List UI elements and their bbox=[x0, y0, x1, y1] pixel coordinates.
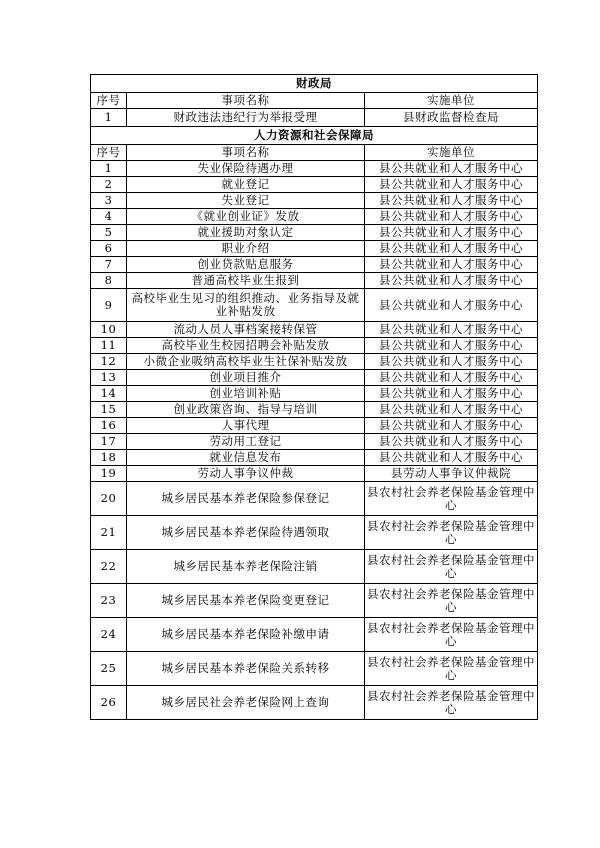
row-number: 19 bbox=[91, 466, 127, 482]
item-name: 城乡居民社会养老保险网上查询 bbox=[127, 686, 365, 720]
item-name: 城乡居民基本养老保险关系转移 bbox=[127, 652, 365, 686]
table-row bbox=[91, 354, 538, 370]
table-row bbox=[91, 193, 538, 209]
table-row bbox=[91, 418, 538, 434]
row-number: 2 bbox=[91, 177, 127, 193]
item-name: 就业援助对象认定 bbox=[127, 225, 365, 241]
services-table bbox=[90, 74, 538, 720]
item-name: 城乡居民基本养老保险参保登记 bbox=[127, 482, 365, 516]
table-row bbox=[91, 434, 538, 450]
implementing-unit: 县公共就业和人才服务中心 bbox=[365, 338, 538, 354]
table-row bbox=[91, 161, 538, 177]
section-title: 财政局 bbox=[91, 75, 538, 93]
row-number: 3 bbox=[91, 193, 127, 209]
item-name-header: 事项名称 bbox=[127, 145, 365, 161]
row-number: 7 bbox=[91, 257, 127, 273]
implementing-unit: 县公共就业和人才服务中心 bbox=[365, 241, 538, 257]
table-row bbox=[91, 386, 538, 402]
implementing-unit: 县农村社会养老保险基金管理中心 bbox=[365, 550, 538, 584]
implementing-unit: 县公共就业和人才服务中心 bbox=[365, 402, 538, 418]
implementing-unit: 县公共就业和人才服务中心 bbox=[365, 450, 538, 466]
implementing-unit: 县公共就业和人才服务中心 bbox=[365, 322, 538, 338]
item-name: 小微企业吸纳高校毕业生社保补贴发放 bbox=[127, 354, 365, 370]
table-row bbox=[91, 257, 538, 273]
implementing-unit: 县财政监督检查局 bbox=[365, 109, 538, 127]
item-name: 就业信息发布 bbox=[127, 450, 365, 466]
row-number: 22 bbox=[91, 550, 127, 584]
implementing-unit: 县公共就业和人才服务中心 bbox=[365, 257, 538, 273]
implementing-unit: 县公共就业和人才服务中心 bbox=[365, 418, 538, 434]
item-name: 高校毕业生校园招聘会补贴发放 bbox=[127, 338, 365, 354]
item-name-header: 事项名称 bbox=[127, 93, 365, 109]
item-name: 城乡居民基本养老保险补缴申请 bbox=[127, 618, 365, 652]
section-title: 人力资源和社会保障局 bbox=[91, 127, 538, 145]
number-header: 序号 bbox=[91, 145, 127, 161]
table-row bbox=[91, 686, 538, 720]
item-name: 流动人员人事档案接转保管 bbox=[127, 322, 365, 338]
implementing-unit: 县劳动人事争议仲裁院 bbox=[365, 466, 538, 482]
unit-header: 实施单位 bbox=[365, 145, 538, 161]
item-name: 失业保险待遇办理 bbox=[127, 161, 365, 177]
row-number: 1 bbox=[91, 161, 127, 177]
implementing-unit: 县公共就业和人才服务中心 bbox=[365, 177, 538, 193]
table-row bbox=[91, 225, 538, 241]
table-row bbox=[91, 584, 538, 618]
item-name: 城乡居民基本养老保险变更登记 bbox=[127, 584, 365, 618]
implementing-unit: 县农村社会养老保险基金管理中心 bbox=[365, 482, 538, 516]
item-name: 财政违法违纪行为举报受理 bbox=[127, 109, 365, 127]
table-row bbox=[91, 209, 538, 225]
table-row bbox=[91, 652, 538, 686]
services-table-body bbox=[91, 75, 538, 720]
implementing-unit: 县公共就业和人才服务中心 bbox=[365, 225, 538, 241]
item-name: 劳动用工登记 bbox=[127, 434, 365, 450]
implementing-unit: 县公共就业和人才服务中心 bbox=[365, 434, 538, 450]
row-number: 26 bbox=[91, 686, 127, 720]
implementing-unit: 县公共就业和人才服务中心 bbox=[365, 161, 538, 177]
item-name: 创业政策咨询、指导与培训 bbox=[127, 402, 365, 418]
table-row bbox=[91, 466, 538, 482]
row-number: 6 bbox=[91, 241, 127, 257]
table-row bbox=[91, 550, 538, 584]
row-number: 4 bbox=[91, 209, 127, 225]
table-row bbox=[91, 338, 538, 354]
row-number: 24 bbox=[91, 618, 127, 652]
table-row bbox=[91, 370, 538, 386]
table-row bbox=[91, 177, 538, 193]
header-row bbox=[91, 145, 538, 161]
row-number: 25 bbox=[91, 652, 127, 686]
item-name: 创业项目推介 bbox=[127, 370, 365, 386]
implementing-unit: 县公共就业和人才服务中心 bbox=[365, 289, 538, 322]
row-number: 12 bbox=[91, 354, 127, 370]
table-row bbox=[91, 322, 538, 338]
item-name: 就业登记 bbox=[127, 177, 365, 193]
header-row bbox=[91, 93, 538, 109]
item-name: 创业培训补贴 bbox=[127, 386, 365, 402]
row-number: 10 bbox=[91, 322, 127, 338]
implementing-unit: 县公共就业和人才服务中心 bbox=[365, 273, 538, 289]
implementing-unit: 县公共就业和人才服务中心 bbox=[365, 354, 538, 370]
table-row bbox=[91, 273, 538, 289]
implementing-unit: 县农村社会养老保险基金管理中心 bbox=[365, 516, 538, 550]
table-row bbox=[91, 109, 538, 127]
section-title-row bbox=[91, 75, 538, 93]
row-number: 18 bbox=[91, 450, 127, 466]
row-number: 17 bbox=[91, 434, 127, 450]
implementing-unit: 县公共就业和人才服务中心 bbox=[365, 209, 538, 225]
table-row bbox=[91, 402, 538, 418]
item-name: 城乡居民基本养老保险待遇领取 bbox=[127, 516, 365, 550]
item-name: 创业贷款贴息服务 bbox=[127, 257, 365, 273]
table-row bbox=[91, 516, 538, 550]
implementing-unit: 县农村社会养老保险基金管理中心 bbox=[365, 652, 538, 686]
row-number: 8 bbox=[91, 273, 127, 289]
implementing-unit: 县公共就业和人才服务中心 bbox=[365, 386, 538, 402]
number-header: 序号 bbox=[91, 93, 127, 109]
section-title-row bbox=[91, 127, 538, 145]
item-name: 失业登记 bbox=[127, 193, 365, 209]
table-row bbox=[91, 618, 538, 652]
implementing-unit: 县农村社会养老保险基金管理中心 bbox=[365, 618, 538, 652]
row-number: 15 bbox=[91, 402, 127, 418]
row-number: 21 bbox=[91, 516, 127, 550]
table-row bbox=[91, 241, 538, 257]
item-name: 城乡居民基本养老保险注销 bbox=[127, 550, 365, 584]
row-number: 20 bbox=[91, 482, 127, 516]
implementing-unit: 县公共就业和人才服务中心 bbox=[365, 370, 538, 386]
row-number: 5 bbox=[91, 225, 127, 241]
row-number: 1 bbox=[91, 109, 127, 127]
item-name: 《就业创业证》发放 bbox=[127, 209, 365, 225]
item-name: 高校毕业生见习的组织推动、业务指导及就业补贴发放 bbox=[127, 289, 365, 322]
row-number: 9 bbox=[91, 289, 127, 322]
row-number: 14 bbox=[91, 386, 127, 402]
item-name: 人事代理 bbox=[127, 418, 365, 434]
implementing-unit: 县农村社会养老保险基金管理中心 bbox=[365, 584, 538, 618]
item-name: 职业介绍 bbox=[127, 241, 365, 257]
table-row bbox=[91, 450, 538, 466]
row-number: 13 bbox=[91, 370, 127, 386]
row-number: 16 bbox=[91, 418, 127, 434]
table-row bbox=[91, 289, 538, 322]
item-name: 劳动人事争议仲裁 bbox=[127, 466, 365, 482]
item-name: 普通高校毕业生报到 bbox=[127, 273, 365, 289]
implementing-unit: 县农村社会养老保险基金管理中心 bbox=[365, 686, 538, 720]
row-number: 23 bbox=[91, 584, 127, 618]
row-number: 11 bbox=[91, 338, 127, 354]
table-row bbox=[91, 482, 538, 516]
unit-header: 实施单位 bbox=[365, 93, 538, 109]
implementing-unit: 县公共就业和人才服务中心 bbox=[365, 193, 538, 209]
